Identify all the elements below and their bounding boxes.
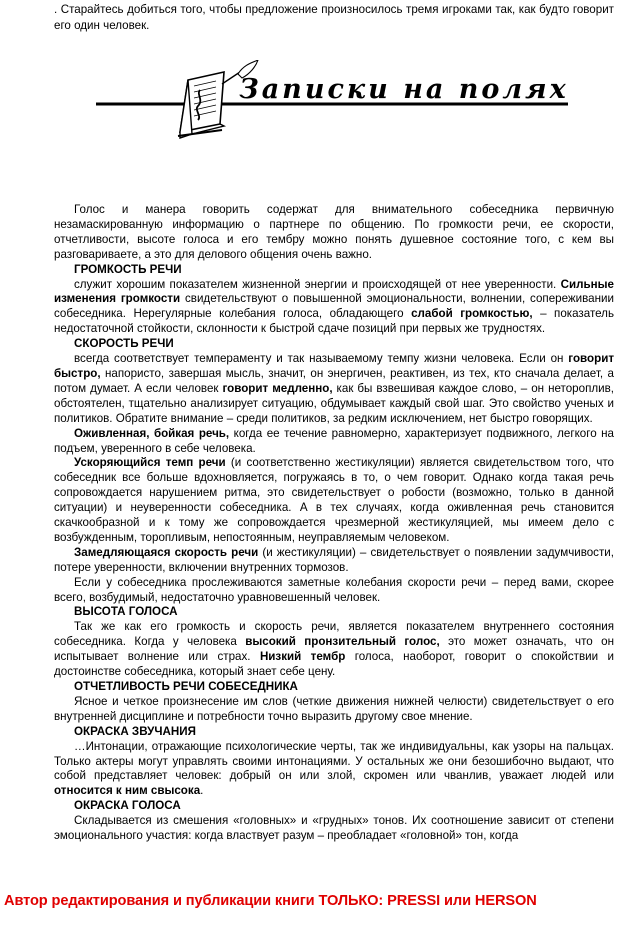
paragraph: служит хорошим показателем жизненной энергии и происходящей от нее уверенности. Сильные изменения громкости свидетельствуют о повышенной эмоциональности, волнении, сопереживании собеседника. Нерегулярные колебания голоса, обладающего слабой громкостью, – показатель недостаточной стойкости, склонности к быстрой сдаче позиций при первых же трудностях. <box>54 277 614 336</box>
article-body <box>54 203 614 844</box>
section-heading-volume: ГРОМКОСТЬ РЕЧИ <box>74 262 182 276</box>
paragraph: Ясное и четкое произнесение им слов (четкие движения нижней челюсти) свидетельствует о его внутренней дисциплине и потребности точно выразить другому свое мнение. <box>54 694 614 723</box>
paragraph: всегда соответствует темпераменту и так называемому темпу жизни человека. Если он говорит быстро, напористо, завершая мысль, значит, он энергичен, реактивен, из тех, кто сначала делает, а потом думает. А если человек говорит медленно, как бы взвешивая каждое слово, – он нетороплив, обстоятелен, тщательно анализирует ситуацию, обдумывает каждый свой шаг. Это свойство ученых и политиков. Обратите внимание – среди политиков, за редким исключением, нет быстро говорящих. <box>54 352 614 425</box>
paragraph: …Интонации, отражающие психологические черты, так же индивидуальны, как узоры на пальцах. Только актеры могут управлять своими интонациями. У остальных же они безошибочно выдают, что собой представляет человек: добрый он или злой, скромен или чванлив, уважает людей или относится к ним свысока. <box>54 739 614 798</box>
paragraph: Ускоряющийся темп речи (и соответственно жестикуляции) является свидетельством того, что собеседник все больше вдохновляется, погружаясь в то, о чем говорит. Однако когда такая речь сопровождается нарушением ритма, это свидетельствует о робости (возможно, только в данной ситуации) и неуверенности собеседника. А в тех случаях, когда оживленная речь становится скачкообразной и к тому же сопровождается чрезмерной жестикуляцией, мы имеем дело с возбужденным, торопливым, непостоянным, неуправляемым человеком. <box>54 456 614 544</box>
section-heading-speed: СКОРОСТЬ РЕЧИ <box>74 337 174 351</box>
footer-notice: Автор редактирования и публикации книги ТОЛЬКО: PRESSI или HERSON <box>4 893 537 909</box>
paragraph: Складывается из смешения «головных» и «грудных» тонов. Их соотношение зависит от степени эмоционального участия: когда властвует разум – преобладает «головной» тон, когда <box>54 814 614 843</box>
paragraph: Если у собеседника прослеживаются заметные колебания скорости речи – перед вами, скорее всего, возбудимый, недостаточно уравновешенный человек. <box>54 575 614 604</box>
section-heading-pitch: ВЫСОТА ГОЛОСА <box>74 605 178 619</box>
margin-notes-banner <box>92 60 572 160</box>
intro-paragraph: . Старайтесь добиться того, чтобы предложение произносилось тремя игроками так, как будто говорит его один человек. <box>54 3 614 32</box>
paragraph: Оживленная, бойкая речь, когда ее течение равномерно, характеризует подвижного, легкого на подъем, уверенного в себе человека. <box>54 426 614 455</box>
paragraph: Замедляющаяся скорость речи (и жестикуляции) – свидетельствует о появлении задумчивости, потере уверенности, включении внутренних тормозов. <box>54 545 614 574</box>
banner-title: Записки на полях <box>239 74 569 105</box>
paragraph: Так же как его громкость и скорость речи, является показателем внутреннего состояния собеседника. Когда у человека высокий пронзительный голос, это может означать, что он испытывает волнение или страх. Низкий тембр голоса, наоборот, говорит о спокойствии и достоинстве собеседника, который знает себе цену. <box>54 620 614 679</box>
section-heading-voice: ОКРАСКА ГОЛОСА <box>74 799 181 813</box>
paragraph: Голос и манера говорить содержат для внимательного собеседника первичную незамаскированную информацию о партнере по общению. По громкости речи, ее скорости, отчетливости, высоте голоса и его тембру можно понять душевное состояние того, с кем вы разговариваете, а это для делового общения очень важно. <box>54 203 614 261</box>
section-heading-sound: ОКРАСКА ЗВУЧАНИЯ <box>74 724 196 738</box>
section-heading-clarity: ОТЧЕТЛИВОСТЬ РЕЧИ СОБЕСЕДНИКА <box>74 680 298 693</box>
